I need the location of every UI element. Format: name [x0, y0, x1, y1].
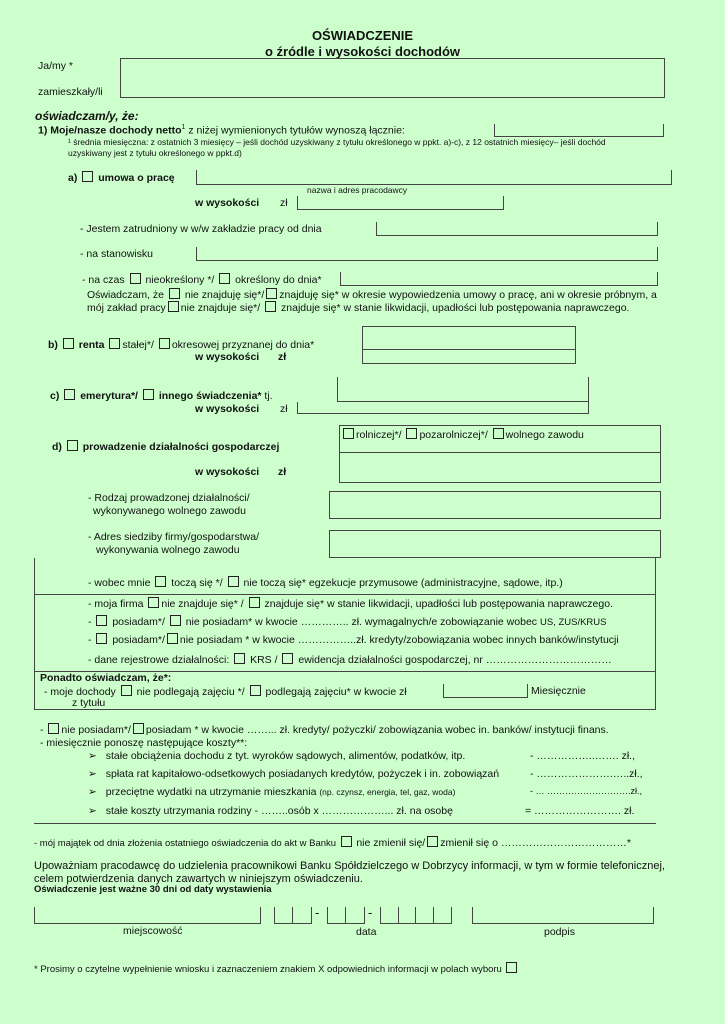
inne-swiadczenie-checkbox[interactable]	[143, 389, 154, 400]
emerytura-checkbox[interactable]	[64, 389, 75, 400]
majatek-nie-zmienil-checkbox[interactable]	[341, 836, 352, 847]
firma-opt2: znajduje się* w stanie likwidacji, upadłości lub postępowania naprawczego.	[264, 598, 613, 610]
osw2-opt1: nie znajduje się*/	[180, 302, 261, 314]
item1-rest: z niżej wymienionych tytułów wynoszą łącznie:	[185, 124, 405, 137]
koszt-label: spłata rat kapitałowo-odsetkowych posiadanych kredytów, pożyczek i in. zobowiązań	[105, 768, 500, 780]
tocza-sie-checkbox[interactable]	[155, 576, 166, 587]
miejscowosc-label: miejscowość	[123, 925, 183, 937]
majatek-zmienil-checkbox[interactable]	[427, 836, 438, 847]
nieokreslony-label: nieokreślony */	[145, 274, 215, 286]
a-zl-label: zł	[280, 197, 288, 209]
kredyty-row	[40, 723, 609, 736]
section-divider	[34, 823, 656, 824]
osw1-opt2: znajduję się* w okresie wypowiedzenia umowy o pracę, ani w okresie próbnym, a	[279, 289, 657, 301]
kred-posiadam-checkbox[interactable]	[133, 723, 144, 734]
renta-checkbox[interactable]	[63, 338, 74, 349]
d-wysokosci-label: w wysokości	[195, 466, 260, 478]
c-zl-label: zł	[280, 403, 288, 415]
likwidacja-row	[87, 301, 629, 314]
arrow-icon: ➢	[88, 805, 97, 817]
koszty-intro: - miesięcznie ponoszę następujące koszty**:	[40, 737, 248, 749]
contract-end-field[interactable]	[340, 272, 658, 286]
section-b	[48, 338, 314, 351]
nieokreslony-checkbox[interactable]	[130, 273, 141, 284]
total-income-field[interactable]	[494, 124, 664, 137]
c-wysokosci-label: w wysokości	[195, 403, 260, 415]
koszt-row	[88, 750, 465, 762]
upowaznienie-line2: celem potwierdzenia danych zawartych w niniejszym oświadczeniu.	[34, 873, 363, 885]
stanowisko-label: - na stanowisku	[80, 248, 153, 260]
zajecie-field-right	[527, 684, 528, 697]
date-dash-2: -	[368, 905, 373, 920]
ja-my-label: Ja/my *	[38, 60, 74, 72]
footer-note	[34, 962, 519, 976]
d-options-row	[343, 428, 584, 441]
item1-text	[38, 124, 405, 137]
renta-stala-label: stałej*/	[122, 339, 154, 351]
section-a	[68, 171, 175, 184]
zobowiazania-us-row	[88, 615, 606, 629]
section-c	[50, 389, 273, 402]
koszt-label: stałe obciążenia dochodu z tyt. wyroków sądowych, alimentów, podatków, itp.	[105, 750, 466, 762]
ewidencja-label: ewidencja działalności gospodarczej, nr ………………………………	[298, 654, 612, 666]
podpis-label: podpis	[544, 926, 575, 938]
rodzaj-label-1: - Rodzaj prowadzonej działalności/	[88, 492, 250, 504]
swiadczenie-field[interactable]	[337, 377, 589, 402]
moje-label: - moje dochody	[44, 686, 116, 698]
kred-nie-posiadam-checkbox[interactable]	[48, 723, 59, 734]
wolny-zawod-checkbox[interactable]	[493, 428, 504, 439]
okreslony-label: określony do dnia*	[235, 274, 322, 286]
section-c-tj: tj.	[261, 390, 273, 402]
section-a-label: a)	[68, 172, 78, 184]
koszt-label: przeciętne wydatki na utrzymanie mieszkania	[105, 786, 317, 798]
footnote1-line2: uzyskiwany jest z tytułu określonego w ppkt.d)	[68, 148, 242, 158]
pos1-text: nie posiadam* w kwocie ………….. zł. wymagalnych/e zobowiązanie wobec	[185, 616, 538, 628]
footer-text: * Prosimy o czytelne wypełnienie wniosku i zaznaczeniem znakiem X odpowiednich informacji w polach wyboru	[34, 964, 502, 975]
renta-stala-checkbox[interactable]	[109, 338, 120, 349]
emerytura-label: emerytura*/	[80, 390, 138, 402]
section-b-text: renta	[78, 339, 105, 351]
osw1-opt1: nie znajduję się*/	[184, 289, 265, 301]
renta-field[interactable]	[362, 326, 576, 364]
majatek-label: - mój majątek od dnia złożenia ostatniego oświadczenia do akt w Banku	[34, 838, 337, 849]
kred-text: posiadam * w kwocie ……... zł. kredyty/ pożyczki/ zobowiązania wobec in. banków/ instytucji finans.	[145, 724, 609, 736]
pos2-dash: -	[88, 634, 92, 646]
firma-znajduje-checkbox[interactable]	[249, 597, 260, 608]
koszt-row	[88, 768, 499, 780]
upowaznienie-line1: Upoważniam pracodawcę do udzielenia pracownikowi Banku Spółdzielczego w Dobrzycy informacji, w tym w formie telefonicznej,	[34, 860, 665, 872]
pozarolnicza-checkbox[interactable]	[406, 428, 417, 439]
date-month-field[interactable]	[327, 907, 365, 924]
pos2-posiadam-checkbox[interactable]	[96, 633, 107, 644]
firma-row	[88, 597, 613, 610]
renta-okresowa-checkbox[interactable]	[159, 338, 170, 349]
section-c-label: c)	[50, 390, 60, 402]
pos2-posiadam-label: posiadam*/	[112, 634, 165, 646]
date-day-divider	[292, 907, 293, 923]
employer-field[interactable]	[196, 170, 672, 185]
koszt-value[interactable]: - … ……………………….zł.,	[530, 786, 642, 796]
arrow-icon: ➢	[88, 786, 97, 798]
ewidencja-checkbox[interactable]	[282, 653, 293, 664]
tocza-sie-label: toczą się */	[171, 577, 223, 589]
waznosc-note: Oświadczenie jest ważne 30 dni od daty wystawienia	[34, 884, 272, 895]
employer-caption: nazwa i adres pracodawcy	[307, 185, 408, 195]
podlegaja-label: podlegają zajęciu* w kwocie zł	[265, 686, 407, 698]
majatek-row	[34, 836, 631, 850]
c-amount-field[interactable]	[297, 402, 589, 414]
a-wysokosci-label: w wysokości	[195, 197, 260, 209]
egzekucje-row	[88, 576, 563, 589]
adres-label-2: wykonywania wolnego zawodu	[96, 544, 240, 556]
date-month-divider	[345, 907, 346, 923]
name-address-field[interactable]	[120, 58, 665, 98]
section-d-text: prowadzenie działalności gospodarczej	[82, 441, 280, 453]
section-d-label: d)	[52, 441, 62, 453]
egzekucje-label: - wobec mnie	[88, 577, 151, 589]
zaklad-nie-znajduje-checkbox[interactable]	[168, 301, 179, 312]
koszt-row	[88, 786, 455, 798]
date-dash-1: -	[315, 905, 320, 920]
koszt-row	[88, 805, 453, 817]
employed-since-field[interactable]	[376, 222, 658, 236]
koszt-value[interactable]: - ………………….…..zł.,	[530, 768, 643, 780]
data-label: data	[356, 926, 377, 938]
pos2-nie-posiadam-checkbox[interactable]	[167, 633, 178, 644]
miesiecznie-label: Miesięcznie	[531, 685, 586, 697]
umowa-checkbox[interactable]	[82, 171, 93, 182]
zajecie-amount-field[interactable]	[443, 697, 528, 698]
wolny-zawod-label: wolnego zawodu	[505, 429, 584, 441]
osw2-opt2: znajduje się* w stanie likwidacji, upadłości lub postępowania naprawczego.	[281, 302, 630, 314]
zobowiazania-banki-row	[88, 633, 619, 646]
oswiadczam-heading: oświadczam/y, że:	[35, 109, 139, 123]
date-year-divider-3	[433, 907, 434, 923]
nie-znajduje-wypowiedzenie-checkbox[interactable]	[169, 288, 180, 299]
item1-bold: 1) Moje/nasze dochody netto	[38, 124, 182, 137]
nie-podlegaja-label: nie podlegają zajęciu */	[136, 686, 245, 698]
pos1-nie-posiadam-checkbox[interactable]	[170, 615, 181, 626]
firma-nie-znajduje-checkbox[interactable]	[148, 597, 159, 608]
zajecie-field-left	[443, 684, 444, 697]
nie-podlegaja-checkbox[interactable]	[121, 685, 132, 696]
date-day-field[interactable]	[274, 907, 312, 924]
rodzaj-field[interactable]	[329, 491, 661, 519]
osw2-label: mój zakład pracy	[87, 302, 166, 314]
date-year-divider-2	[415, 907, 416, 923]
renta-field-divider	[362, 349, 575, 350]
adres-label-1: - Adres siedziby firmy/gospodarstwa/	[88, 531, 259, 543]
renta-okresowa-label: okresowej przyznanej do dnia*	[171, 339, 315, 351]
dzialalnosc-checkbox[interactable]	[67, 440, 78, 451]
date-year-divider-1	[398, 907, 399, 923]
d-options-divider	[339, 452, 660, 453]
krs-checkbox[interactable]	[234, 653, 245, 664]
majatek-nie-zmienil-label: nie zmienił się/	[356, 837, 426, 849]
rodzaj-label-2: wykonywanego wolnego zawodu	[93, 505, 246, 517]
koszt-label-small: (np. czynsz, energia, tel, gaz, woda)	[319, 787, 456, 797]
a-amount-field[interactable]	[297, 196, 504, 210]
arrow-icon: ➢	[88, 750, 97, 762]
section-b-label: b)	[48, 339, 58, 351]
rolnicza-label: rolniczej*/	[356, 429, 402, 441]
footnote1-line1: ¹ średnia miesięczna: z ostatnich 3 miesięcy – jeśli dochód uzyskiwany z tytułu określonego w ppkt. a)-c), z 12 ostatnich miesięcy– jeśli dochód	[68, 137, 606, 147]
koszt-value[interactable]: = ……………………. zł.	[525, 805, 635, 817]
zaklad-znajduje-checkbox[interactable]	[265, 301, 276, 312]
pozarolnicza-label: pozarolniczej*/	[419, 429, 488, 441]
koszt-value[interactable]: - ……………..……. zł.,	[530, 750, 635, 762]
zamieszkaly-label: zamieszkały/li	[38, 86, 103, 98]
position-field[interactable]	[196, 247, 658, 261]
podlegaja-checkbox[interactable]	[250, 685, 261, 696]
z-tytulu-label: z tytułu	[72, 697, 106, 709]
pos1-posiadam-checkbox[interactable]	[96, 615, 107, 626]
dane-label: - dane rejestrowe działalności:	[88, 654, 230, 666]
arrow-icon: ➢	[88, 768, 97, 780]
osw1-label: Oświadczam, że	[87, 289, 165, 301]
page-subtitle: o źródle i wysokości dochodów	[264, 44, 461, 59]
firma-opt1: nie znajduje się* /	[161, 598, 244, 610]
podpis-field[interactable]	[472, 907, 654, 924]
d-zl-label: zł	[278, 466, 287, 478]
koszt-label: stałe koszty utrzymania rodziny - ……..osób x ………………... zł. na osobę	[105, 805, 453, 817]
dane-rejestrowe-row	[88, 653, 612, 666]
znajduje-wypowiedzenie-checkbox[interactable]	[266, 288, 277, 299]
krs-label: KRS /	[250, 654, 278, 666]
majatek-zmienil-label: zmienił się o ………………………………*	[440, 837, 631, 849]
wypowiedzenie-row	[87, 288, 657, 301]
nie-tocza-sie-checkbox[interactable]	[228, 576, 239, 587]
pos2-text: nie posiadam * w kwocie ……………..zł. kredyty/zobowiązania wobec innych banków/instytucji	[179, 634, 619, 646]
d-declarations-divider	[34, 594, 655, 595]
miejscowosc-field[interactable]	[34, 907, 261, 924]
pos1-posiadam-label: posiadam*/	[112, 616, 165, 628]
b-wysokosci-label: w wysokości	[195, 351, 260, 363]
item1-sup: 1	[181, 124, 186, 131]
b-zl-label: zł	[278, 351, 287, 363]
naczas-label: - na czas	[82, 274, 125, 286]
zatrudniony-label: - Jestem zatrudniony w w/w zakładzie pracy od dnia	[80, 223, 322, 235]
page-title: OŚWIADCZENIE	[311, 28, 414, 43]
okreslony-checkbox[interactable]	[219, 273, 230, 284]
kred-dash: -	[40, 724, 44, 736]
ponadto-heading: Ponadto oświadczam, że*:	[40, 672, 172, 684]
firma-label: - moja firma	[88, 598, 144, 610]
section-d	[52, 440, 279, 453]
pos1-dash: -	[88, 616, 92, 628]
footer-example-checkbox	[506, 962, 517, 973]
date-year-field[interactable]	[380, 907, 452, 924]
kred-nie-posiadam-label: nie posiadam*/	[61, 724, 131, 736]
naczas-row	[82, 273, 322, 286]
nie-tocza-sie-label: nie toczą się* egzekucje przymusowe (administracyjne, sądowe, itp.)	[243, 577, 563, 589]
pos1-institutions: US, ZUS/KRUS	[539, 617, 607, 628]
adres-field[interactable]	[329, 530, 661, 558]
rolnicza-checkbox[interactable]	[343, 428, 354, 439]
inne-swiadczenie-label: innego świadczenia*	[158, 390, 262, 402]
section-a-text: umowa o pracę	[98, 172, 175, 184]
